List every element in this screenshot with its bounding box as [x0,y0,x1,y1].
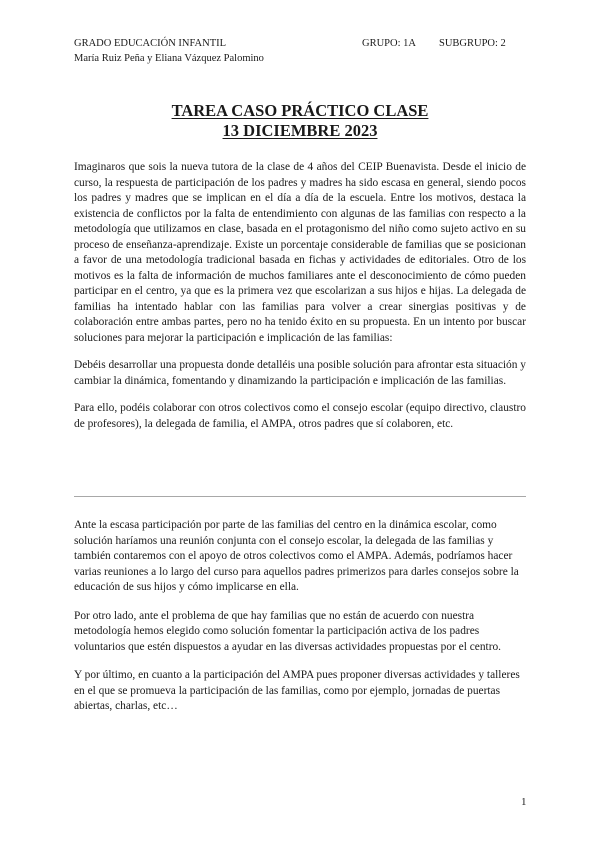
title-line-1: TAREA CASO PRÁCTICO CLASE [171,101,429,120]
answer-paragraph: Ante la escasa participación por parte de las familias del centro en la dinámica escolar, como solución haríamos una reunión conjunta con el consejo escolar, la delegada de las familias y también contaremos con el apoyo de otros colectivos como el AMPA. Además, podríamos hacer varias reuniones a lo largo del curso para aquellos padres primerizos para darles consejos sobre la educación de sus hijos y cómo implicarse en ella. [74,519,519,593]
header-degree: GRADO EDUCACIÓN INFANTIL [74,38,227,49]
header-row-authors [74,51,534,66]
title-line-2: 13 DICIEMBRE 2023 [222,121,378,140]
page-number: 1 [521,796,527,808]
header-authors: María Ruiz Peña y Eliana Vázquez Palomino [74,53,264,64]
section-divider [74,496,526,497]
task-statement [74,160,526,444]
document-title [0,101,600,141]
task-paragraph: Para ello, podéis colaborar con otros colectivos como el consejo escolar (equipo directivo, claustro de profesores), la delegada de familia, el AMPA, otros padres que sí colaboren, etc. [74,402,526,430]
task-paragraph: Imaginaros que sois la nueva tutora de la clase de 4 años del CEIP Buenavista. Desde el inicio de curso, la respuesta de participación de los padres y madres ha sido escasa en general, siendo pocos los padres y madres que se implican en el día a día de la escuela. Entre los motivos, destaca la existencia de conflictos por la falta de entendimiento con algunas de las familias con respecto a la metodología que utilizamos en clase, basada en el protagonismo del niño como sujeto activo en su proceso de enseñanza-aprendizaje. Existe un porcentaje considerable de familias que se posicionan a favor de una metodología tradicional basada en fichas y actividades de editoriales. Otro de los motivos es la falta de información de muchos familiares ante el desconocimiento de cómo pueden participar en el centro, ya que es la primera vez que escolarizan a sus hijos e hijas. La delegada de familias ha intentado hablar con las familias para volver a crear sinergias positivas y de colaboración entre ambas partes, pero no ha tenido éxito en su propuesta. En un intento por buscar soluciones para mejorar la participación e implicación de las familias: [74,161,526,344]
task-paragraph: Debéis desarrollar una propuesta donde detalléis una posible solución para afrontar esta situación y cambiar la dinámica, fomentando y dinamizando la participación e implicación de las familias. [74,359,526,387]
answer-section [74,518,526,728]
header-row-course [74,36,534,51]
answer-paragraph: Y por último, en cuanto a la participación del AMPA pues proponer diversas actividades y talleres en el que se promueva la participación de las familias, como por ejemplo, jornadas de puertas abiertas, charlas, etc… [74,669,520,712]
page-header [74,36,534,66]
answer-paragraph: Por otro lado, ante el problema de que hay familias que no están de acuerdo con nuestra metodología hemos elegido como solución fomentar la participación activa de los padres voluntarios que estén dispuestos a ayudar en las diversas actividades propuestas por el centro. [74,609,502,653]
header-subgroup: SUBGRUPO: 2 [439,38,506,49]
header-group: GRUPO: 1A [362,38,416,49]
